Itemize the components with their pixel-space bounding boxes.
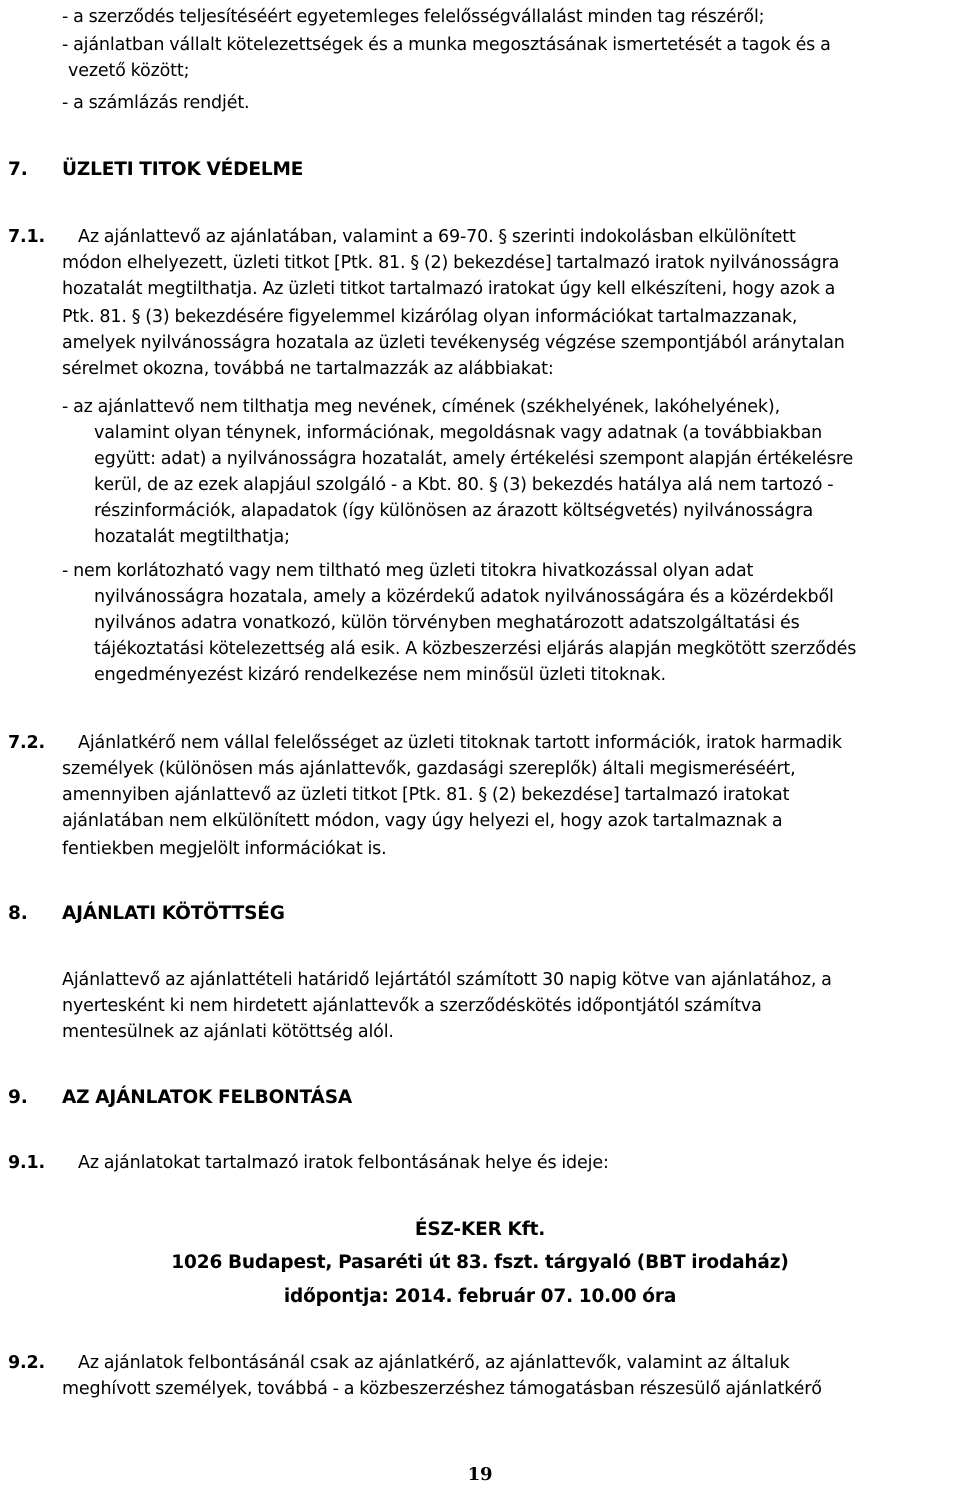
paragraph-line: fentiekben megjelölt információkat is.	[62, 839, 387, 859]
bullet-line: - a számlázás rendjét.	[62, 93, 250, 113]
paragraph-line: Az ajánlattevő az ajánlatában, valamint a 69-70. § szerinti indokolásban elkülönített	[78, 227, 796, 247]
venue-name: ÉSZ-KER Kft.	[414, 1219, 546, 1240]
page-number: 19	[467, 1464, 493, 1485]
bullet-continuation: engedményezést kizáró rendelkezése nem minősül üzleti titoknak.	[94, 665, 666, 685]
bullet-line: - a szerződés teljesítéséért egyetemleges felelősségvállalást minden tag részéről;	[62, 7, 765, 27]
subsection-number: 7.1.	[8, 227, 46, 247]
paragraph-line: módon elhelyezett, üzleti titkot [Ptk. 81. § (2) bekezdése] tartalmazó iratok nyilvánosságra	[62, 253, 840, 273]
paragraph-line: Ptk. 81. § (3) bekezdésére figyelemmel kizárólag olyan információkat tartalmazzanak,	[62, 307, 798, 327]
paragraph-line: meghívott személyek, továbbá - a közbeszerzéshez támogatásban részesülő ajánlatkérő	[62, 1379, 822, 1399]
section-heading: AJÁNLATI KÖTÖTTSÉG	[62, 903, 285, 924]
paragraph-line: hozatalát megtilthatja. Az üzleti titkot tartalmazó iratokat úgy kell elkészíteni, hogy azok a	[62, 279, 836, 299]
paragraph-line: nyertesként ki nem hirdetett ajánlattevők a szerződéskötés időpontjától számítva	[62, 996, 762, 1016]
paragraph-line: Ajánlatkérő nem vállal felelősséget az üzleti titoknak tartott információk, iratok harmadik	[78, 733, 842, 753]
bullet-continuation: valamint olyan ténynek, információnak, megoldásnak vagy adatnak (a továbbiakban	[94, 423, 823, 443]
section-number: 9.	[8, 1087, 28, 1108]
venue-address: 1026 Budapest, Pasaréti út 83. fszt. tárgyaló (BBT irodaház)	[171, 1252, 789, 1273]
venue-time: időpontja: 2014. február 07. 10.00 óra	[283, 1286, 677, 1307]
bullet-continuation: együtt: adat) a nyilvánosságra hozatalát, amely értékelési szempont alapján értékelésre	[94, 449, 854, 469]
bullet-continuation: részinformációk, alapadatok (így különösen az árazott költségvetés) nyilvánosságra	[94, 501, 814, 521]
bullet-continuation: tájékoztatási kötelezettség alá esik. A közbeszerzési eljárás alapján megkötött szerződés	[94, 639, 857, 659]
section-number: 8.	[8, 903, 28, 924]
section-number: 7.	[8, 159, 28, 180]
bullet-continuation: vezető között;	[68, 61, 190, 81]
bullet-continuation: kerül, de az ezek alapjául szolgáló - a Kbt. 80. § (3) bekezdés hatálya alá nem tartozó -	[94, 475, 834, 495]
bullet-continuation: nyilvánosságra hozatala, amely a közérdekű adatok nyilvánosságára és a közérdekből	[94, 587, 834, 607]
paragraph-line: mentesülnek az ajánlati kötöttség alól.	[62, 1022, 394, 1042]
subsection-number: 7.2.	[8, 733, 46, 753]
paragraph-line: személyek (különösen más ajánlattevők, gazdasági szereplők) általi megismeréséért,	[62, 759, 796, 779]
subsection-number: 9.1.	[8, 1153, 46, 1173]
paragraph-line: ajánlatában nem elkülönített módon, vagy úgy helyezi el, hogy azok tartalmaznak a	[62, 811, 783, 831]
paragraph-line: Az ajánlatokat tartalmazó iratok felbontásának helye és ideje:	[78, 1153, 609, 1173]
section-heading: AZ AJÁNLATOK FELBONTÁSA	[62, 1087, 353, 1108]
paragraph-line: sérelmet okozna, továbbá ne tartalmazzák az alábbiakat:	[62, 359, 554, 379]
paragraph-line: Az ajánlatok felbontásánál csak az ajánlatkérő, az ajánlattevők, valamint az általuk	[78, 1353, 790, 1373]
subsection-number: 9.2.	[8, 1353, 46, 1373]
paragraph-line: amelyek nyilvánosságra hozatala az üzleti tevékenység végzése szempontjából aránytalan	[62, 333, 845, 353]
paragraph-line: Ajánlattevő az ajánlattételi határidő lejártától számított 30 napig kötve van ajánlatához, a	[62, 970, 832, 990]
section-heading: ÜZLETI TITOK VÉDELME	[62, 159, 304, 180]
bullet-line: - nem korlátozható vagy nem tiltható meg üzleti titokra hivatkozással olyan adat	[62, 561, 754, 581]
bullet-continuation: hozatalát megtilthatja;	[94, 527, 290, 547]
bullet-line: - az ajánlattevő nem tilthatja meg nevének, címének (székhelyének, lakóhelyének),	[62, 397, 781, 417]
bullet-continuation: nyilvános adatra vonatkozó, külön törvényben meghatározott adatszolgáltatási és	[94, 613, 800, 633]
paragraph-line: amennyiben ajánlattevő az üzleti titkot [Ptk. 81. § (2) bekezdése] tartalmazó iratokat	[62, 785, 790, 805]
bullet-line: - ajánlatban vállalt kötelezettségek és a munka megosztásának ismertetését a tagok és a	[62, 35, 831, 55]
